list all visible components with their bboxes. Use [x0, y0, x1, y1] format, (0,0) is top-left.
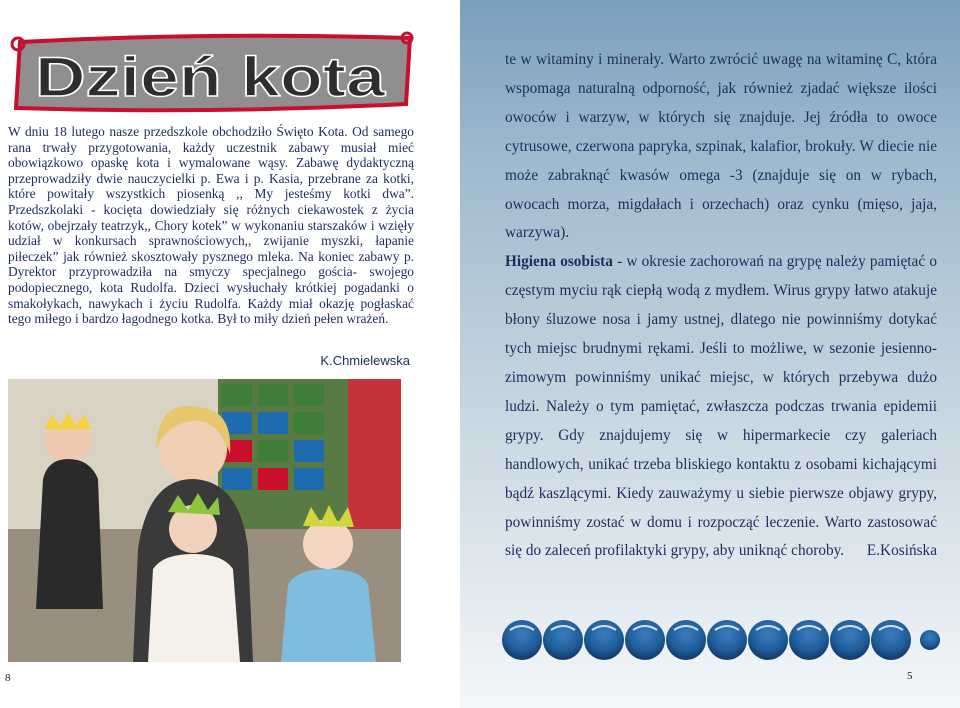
hygiene-heading: Higiena osobista [505, 253, 613, 271]
article-paragraph: W dniu 18 lutego nasze przedszkole obchodziło Święto Kota. Od samego rana trwały przygotowania, każdy uczestnik zabawy musiał mieć obowiązkowo opaskę kota i wymalowane wąsy. Zabawę dydaktyczną przeprowadziły dwie nauczycielki p. Ewa i p. Kasia, przebrane za kotki, które powitały wszystkich piosenką ,, My jesteśmy kotki dwa”. Przedszkolaki - kocięta dowiedziały się różnych ciekawostek z życia kotów, obejrzały teatrzyk,, Chory kotek” w wykonaniu starszaków i wzięły udział w konkursach sprawnościowych,, zwijanie myszki, łapanie piłeczek” jak również skosztowały pysznego mleka. Na koniec zabawy p. Dyrektor przyprowadziła na smyczy specjalnego gościa- swojego podopiecznego, kota Rudolfa. Dzieci wysłuchały krótkiej pogadanki o smakołykach, nawykach i życiu Rudolfa. Każdy miał okazję pogłaskać tego miłego i bardzo łagodnego kotka. Był to miły dzień pełen wrażeń. [8, 124, 414, 327]
hygiene-text: - w okresie zachorowań na grypę należy pamiętać o częstym myciu rąk ciepłą wodą z mydłem. Wirus grypy łatwo atakuje błony śluzowe nosa i jamy ustnej, dlatego nie powinniśmy dotykać tych miejsc brudnymi rękami. Jeśli to możliwe, w sezonie jesienno-zimowym powinniśmy unikać miejsc, w których przebywa dużo ludzi. Należy o tym pamiętać, zwłaszcza podczas trwania epidemii grypy. Gdy znajdujemy się w hipermarkecie czy galeriach handlowych, unikać trzeba bliskiego kontaktu z osobami kichającymi bądź kaszlącymi. Kiedy zauważymy u siebie pierwsze objawy grypy, powinniśmy zostać w domu i rozpocząć leczenie. Warto zastosować się do zaleceń profilaktyki grypy, aby uniknąć choroby. [505, 253, 937, 560]
author-signature: K.Chmielewska [320, 353, 410, 368]
author-signature-right: E.Kosińska [866, 542, 937, 560]
nutrition-paragraph: te w witaminy i minerały. Warto zwrócić uwagę na witaminę C, która wspomaga naturalną odporność, jak również zjadać większe ilości owoców i warzyw, w których się znajduje. Jej źródła to owoce cytrusowe, czerwona papryka, szpinak, kalafior, brokuły. W diecie nie może zabraknąć kwasów omega -3 (znajduje się on w rybach, owocach morza, migdałach i orzechach) oraz cynku (mięso, jaja, warzywa). [505, 51, 937, 242]
health-article [505, 46, 937, 566]
page-number-right: 5 [907, 670, 913, 682]
hygiene-paragraph [505, 248, 937, 566]
right-page [460, 0, 960, 708]
page-title: Dzień kota [35, 45, 387, 108]
children-photo [8, 379, 401, 662]
title-banner [10, 30, 415, 114]
page-number-left: 8 [5, 672, 11, 684]
decorative-circles [500, 618, 940, 662]
left-page [0, 0, 460, 708]
article-text [8, 124, 414, 327]
